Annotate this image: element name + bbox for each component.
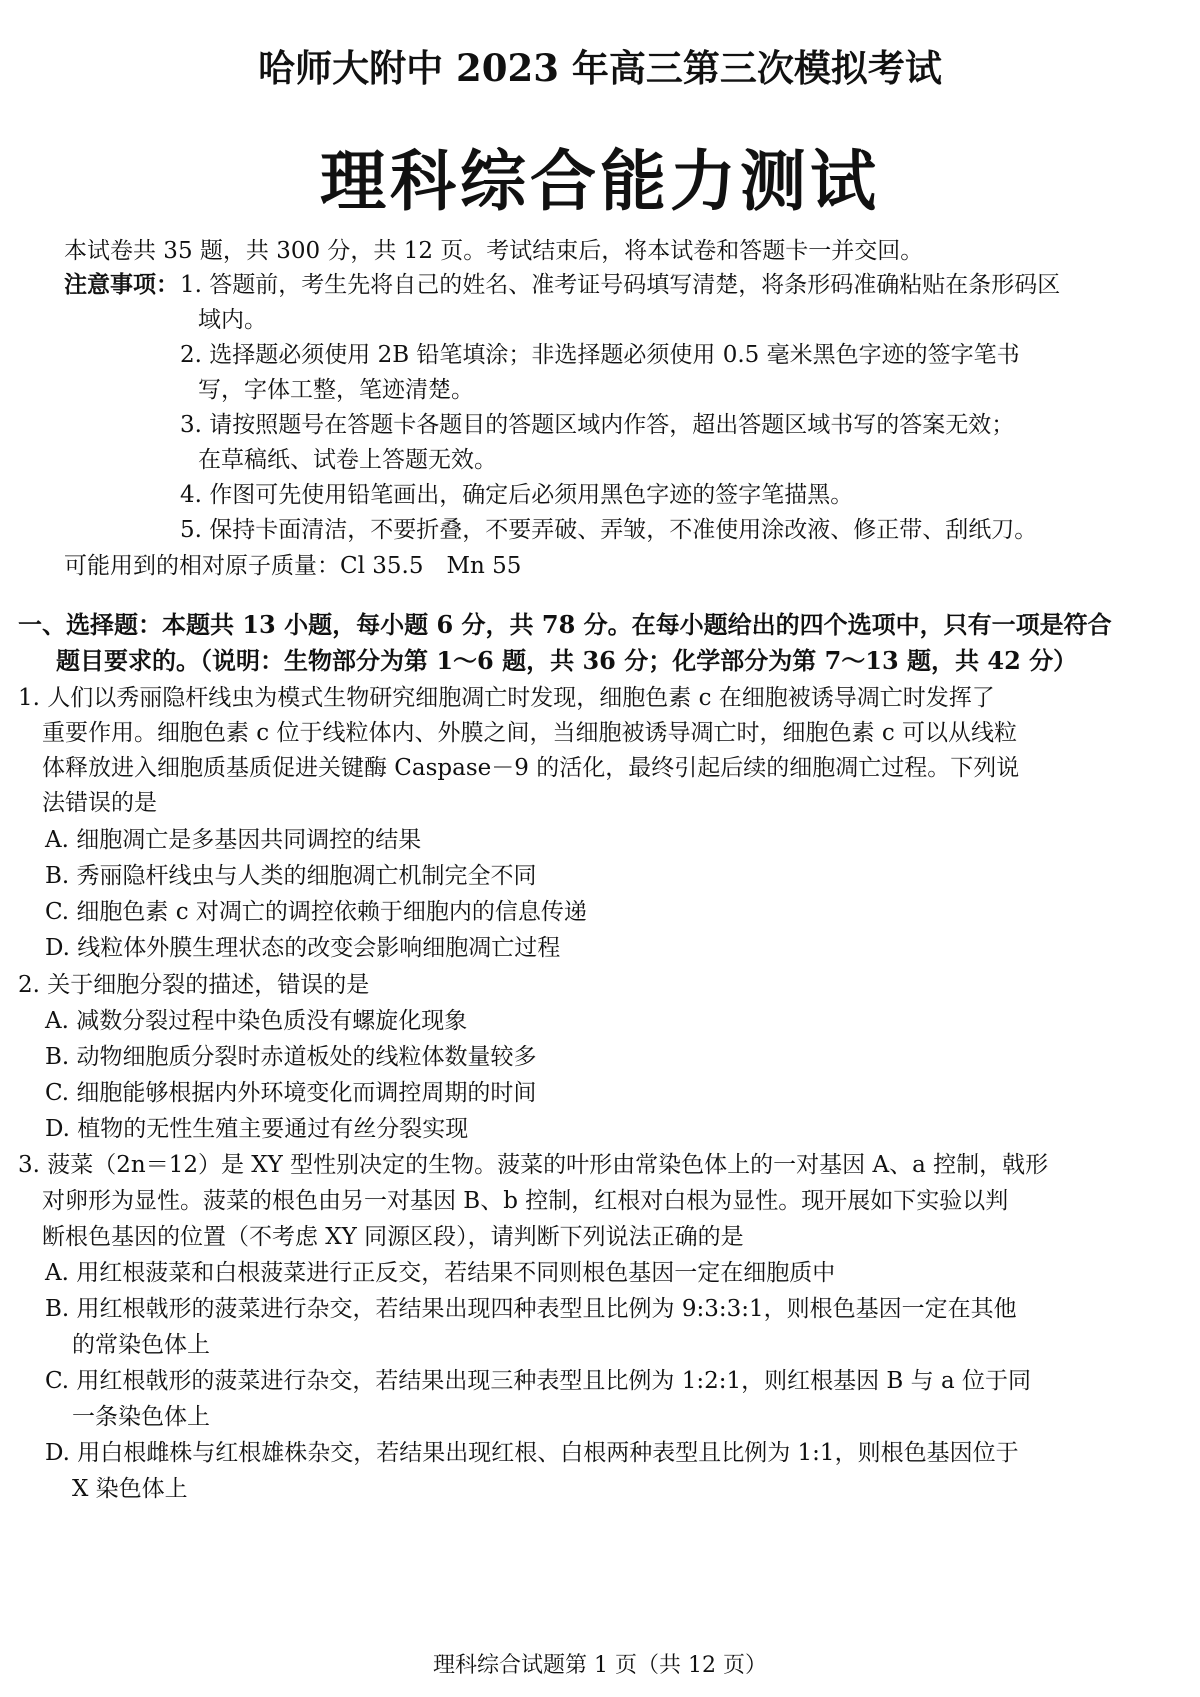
note-item: 写，字体工整，笔迹清楚。 bbox=[198, 377, 474, 403]
paper-main-title: 理科综合能力测试 bbox=[320, 142, 880, 220]
note-item: 域内。 bbox=[198, 307, 267, 333]
note-item: 5. 保持卡面清洁，不要折叠，不要弄破、弄皱，不准使用涂改液、修正带、刮纸刀。 bbox=[180, 517, 1038, 543]
note-item: 在草稿纸、试卷上答题无效。 bbox=[198, 447, 497, 473]
q1-stem: 法错误的是 bbox=[42, 790, 157, 816]
atomic-mass-line: 可能用到的相对原子质量：Cl 35.5 Mn 55 bbox=[64, 553, 522, 579]
q3-option-b-cont: 的常染色体上 bbox=[72, 1332, 210, 1358]
intro-text: 本试卷共 35 题，共 300 分，共 12 页。考试结束后，将本试卷和答题卡一并交回。 bbox=[64, 238, 924, 264]
notes-label: 注意事项： bbox=[64, 271, 179, 298]
note-item: 4. 作图可先使用铅笔画出，确定后必须用黑色字迹的签字笔描黑。 bbox=[180, 482, 854, 508]
q3-stem: 3. 菠菜（2n＝12）是 XY 型性别决定的生物。菠菜的叶形由常染色体上的一对基因 A、a 控制，戟形 bbox=[18, 1152, 1049, 1178]
q1-stem: 重要作用。细胞色素 c 位于线粒体内、外膜之间，当细胞被诱导凋亡时，细胞色素 c 可以从线粒 bbox=[42, 720, 1018, 746]
q1-option-d: D. 线粒体外膜生理状态的改变会影响细胞凋亡过程 bbox=[45, 935, 561, 961]
q2-option-a: A. 减数分裂过程中染色质没有螺旋化现象 bbox=[45, 1008, 468, 1034]
q1-stem: 1. 人们以秀丽隐杆线虫为模式生物研究细胞凋亡时发现，细胞色素 c 在细胞被诱导凋亡时发挥了 bbox=[18, 685, 995, 711]
q1-option-c: C. 细胞色素 c 对凋亡的调控依赖于细胞内的信息传递 bbox=[45, 899, 587, 925]
q3-option-a: A. 用红根菠菜和白根菠菜进行正反交，若结果不同则根色基因一定在细胞质中 bbox=[45, 1260, 836, 1286]
note-item: 2. 选择题必须使用 2B 铅笔填涂；非选择题必须使用 0.5 毫米黑色字迹的签字笔书 bbox=[180, 342, 1020, 368]
section-heading-cont: 题目要求的。（说明：生物部分为第 1～6 题，共 36 分；化学部分为第 7～13 题，共 42 分） bbox=[56, 646, 1078, 675]
q3-option-d: D. 用白根雌株与红根雄株杂交，若结果出现红根、白根两种表型且比例为 1:1，则根色基因位于 bbox=[45, 1440, 1019, 1466]
section-heading: 一、选择题：本题共 13 小题，每小题 6 分，共 78 分。在每小题给出的四个选项中，只有一项是符合 bbox=[18, 610, 1112, 639]
q3-option-d-cont: X 染色体上 bbox=[72, 1476, 188, 1502]
q3-stem: 断根色基因的位置（不考虑 XY 同源区段），请判断下列说法正确的是 bbox=[42, 1224, 744, 1250]
note-item: 3. 请按照题号在答题卡各题目的答题区域内作答，超出答题区域书写的答案无效； bbox=[180, 412, 1015, 438]
school-exam-title: 哈师大附中 2023 年高三第三次模拟考试 bbox=[258, 46, 942, 90]
q2-option-b: B. 动物细胞质分裂时赤道板处的线粒体数量较多 bbox=[45, 1044, 537, 1070]
q3-option-c-cont: 一条染色体上 bbox=[72, 1404, 210, 1430]
note-item: 1. 答题前，考生先将自己的姓名、准考证号码填写清楚，将条形码准确粘贴在条形码区 bbox=[180, 272, 1061, 298]
q3-option-c: C. 用红根戟形的菠菜进行杂交，若结果出现三种表型且比例为 1:2:1，则红根基因 B 与 a 位于同 bbox=[45, 1368, 1031, 1394]
q2-option-c: C. 细胞能够根据内外环境变化而调控周期的时间 bbox=[45, 1080, 537, 1106]
q1-option-b: B. 秀丽隐杆线虫与人类的细胞凋亡机制完全不同 bbox=[45, 863, 537, 889]
q1-option-a: A. 细胞凋亡是多基因共同调控的结果 bbox=[45, 827, 422, 853]
q3-stem: 对卵形为显性。菠菜的根色由另一对基因 B、b 控制，红根对白根为显性。现开展如下实验以判 bbox=[42, 1188, 1009, 1214]
q1-stem: 体释放进入细胞质基质促进关键酶 Caspase－9 的活化，最终引起后续的细胞凋亡过程。下列说 bbox=[42, 755, 1020, 781]
q3-option-b: B. 用红根戟形的菠菜进行杂交，若结果出现四种表型且比例为 9:3:3:1，则根色基因一定在其他 bbox=[45, 1296, 1017, 1322]
q2-option-d: D. 植物的无性生殖主要通过有丝分裂实现 bbox=[45, 1116, 469, 1142]
page-footer: 理科综合试题第 1 页（共 12 页） bbox=[433, 1653, 767, 1678]
q2-stem: 2. 关于细胞分裂的描述，错误的是 bbox=[18, 972, 370, 998]
